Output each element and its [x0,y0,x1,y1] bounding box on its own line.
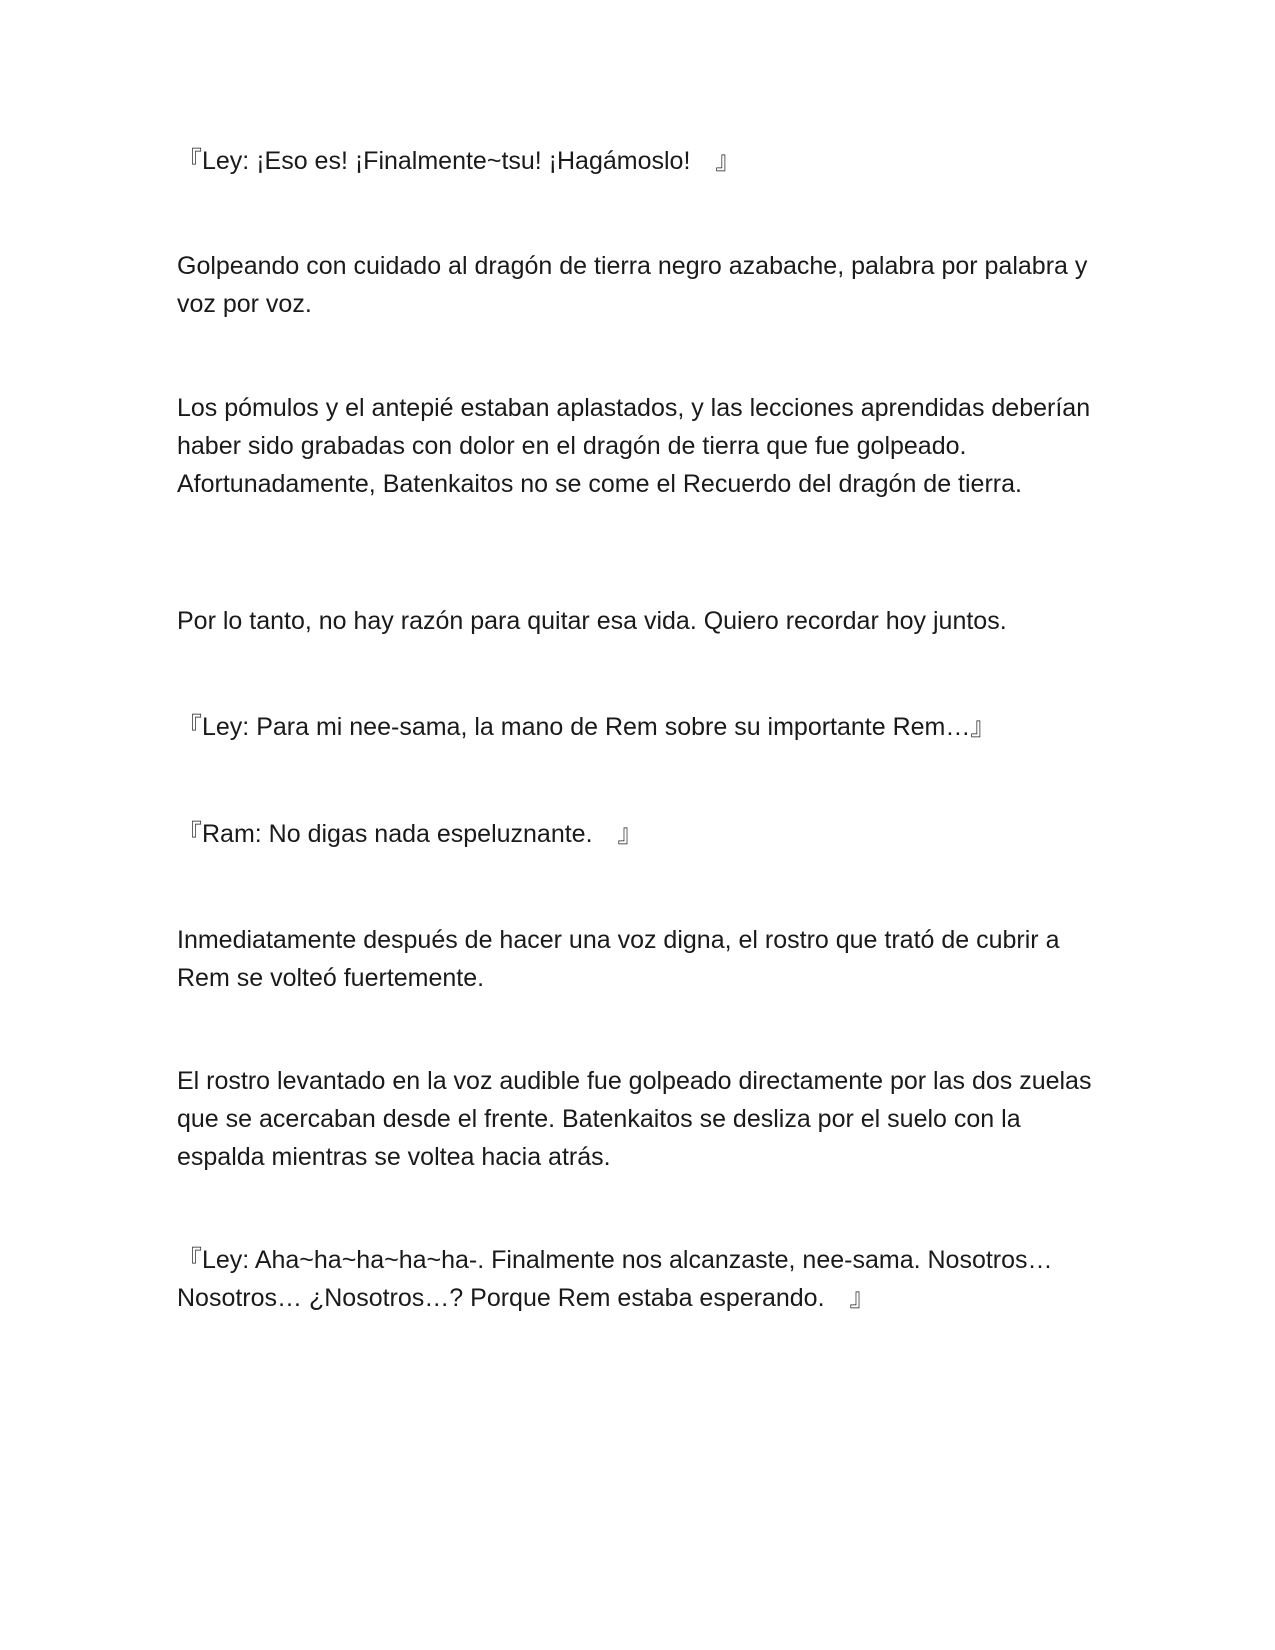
narration-paragraph: Inmediatamente después de hacer una voz digna, el rostro que trató de cubrir a Rem se volteó fuertemente. [177,926,1060,992]
narration-paragraph: Golpeando con cuidado al dragón de tierra negro azabache, palabra por palabra y voz por voz. [177,252,1088,318]
dialogue-paragraph: 『Ram: No digas nada espeluznante. 』 [177,820,643,848]
narration-paragraph: El rostro levantado en la voz audible fue golpeado directamente por las dos zuelas que se acercaban desde el frente. Batenkaitos se desliza por el suelo con la espalda mientras se voltea hacia atrás. [177,1067,1092,1171]
dialogue-paragraph: 『Ley: Para mi nee-sama, la mano de Rem sobre su importante Rem…』 [177,713,996,741]
narration-paragraph: Los pómulos y el antepié estaban aplastados, y las lecciones aprendidas deberían haber sido grabadas con dolor en el dragón de tierra que fue golpeado. Afortunadamente, Batenkaitos no se come el Recuerdo del dragón de tierra. [177,394,1091,498]
dialogue-paragraph: 『Ley: ¡Eso es! ¡Finalmente~tsu! ¡Hagámoslo! 』 [177,147,741,175]
narration-paragraph: Por lo tanto, no hay razón para quitar esa vida. Quiero recordar hoy juntos. [177,607,1007,635]
dialogue-paragraph: 『Ley: Aha~ha~ha~ha~ha-. Finalmente nos alcanzaste, nee-sama. Nosotros… Nosotros… ¿Nosotros…? Porque Rem estaba esperando. 』 [177,1246,1053,1312]
